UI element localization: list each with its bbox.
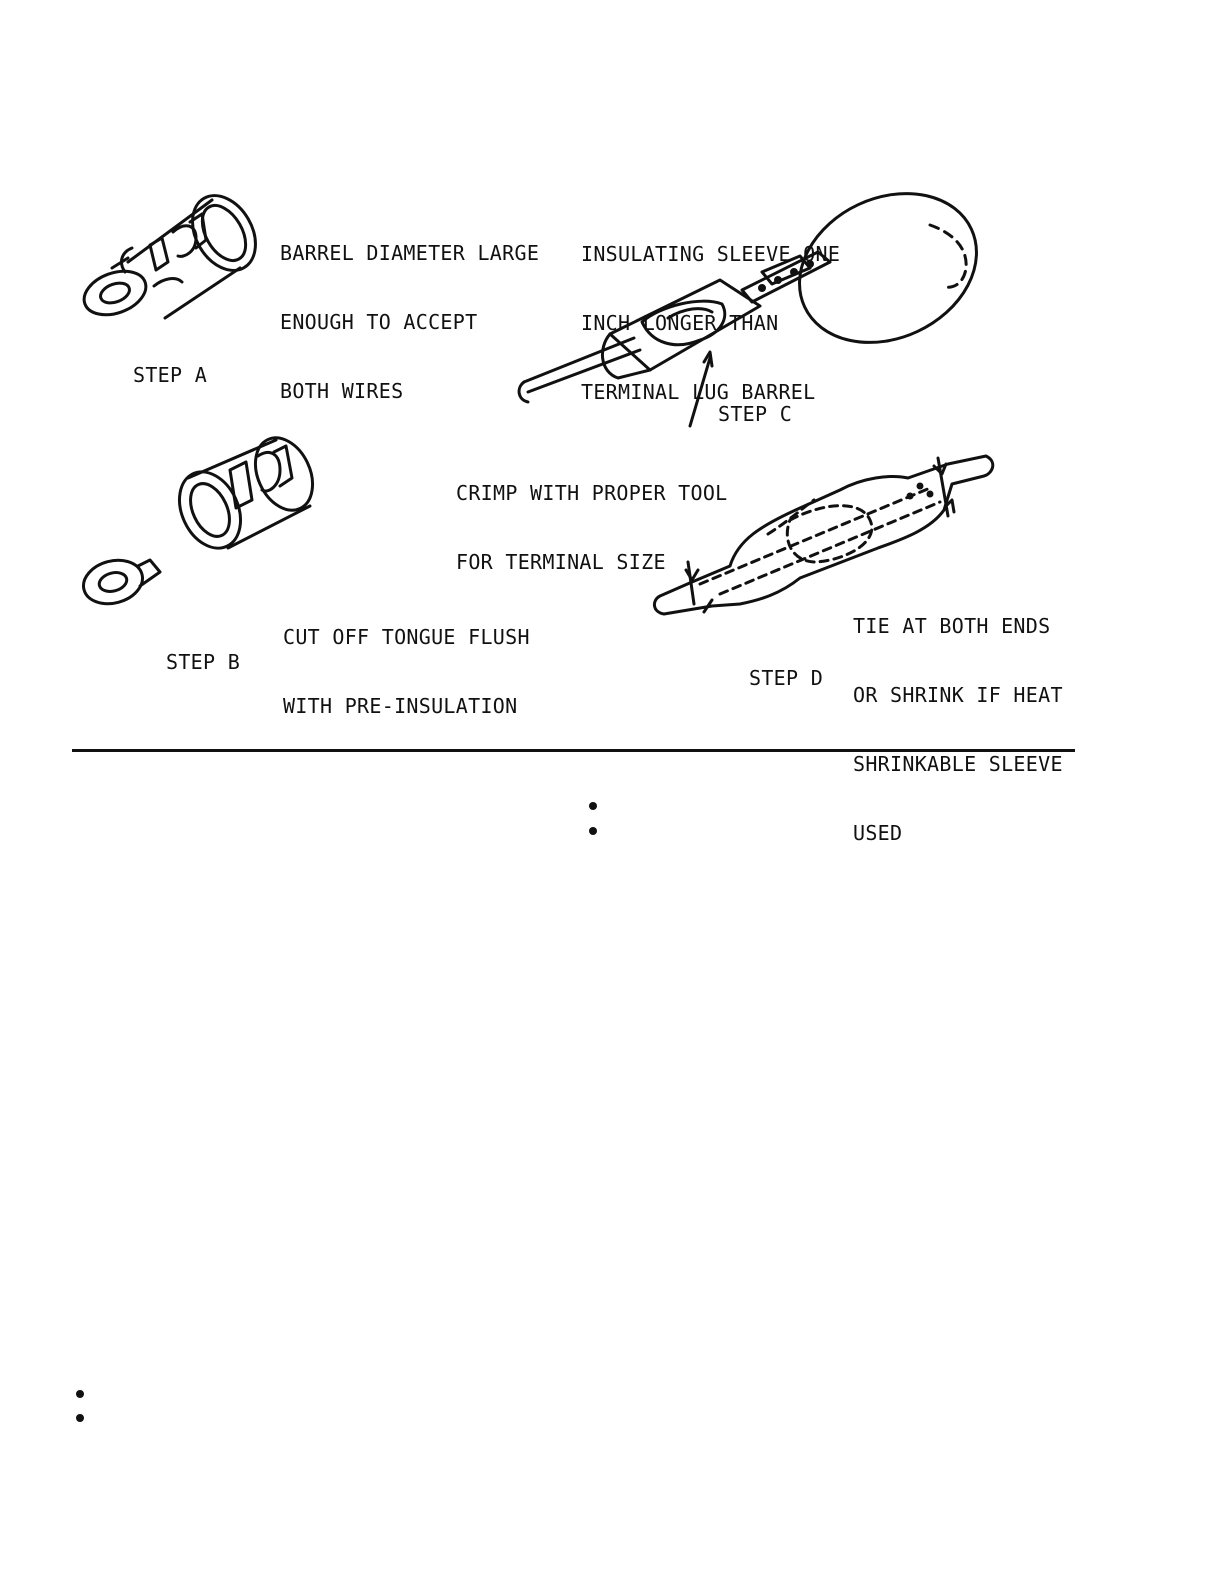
step-d-tie-callout: TIE AT BOTH ENDS OR SHRINK IF HEAT SHRINKABLE SLEEVE USED	[853, 614, 1063, 845]
step-a-label: STEP A	[133, 363, 208, 387]
step-b-label: STEP B	[166, 650, 241, 674]
step-c-sleeve-callout: INSULATING SLEEVE ONE INCH LONGER THAN TERMINAL LUG BARREL	[581, 242, 841, 404]
step-a-terminal-lug-drawing	[78, 184, 268, 322]
step-c-crimp-callout: CRIMP WITH PROPER TOOL FOR TERMINAL SIZE	[456, 481, 728, 574]
step-a-barrel-callout: BARREL DIAMETER LARGE ENOUGH TO ACCEPT BOTH WIRES	[280, 241, 540, 403]
step-b-tongue-callout: CUT OFF TONGUE FLUSH WITH PRE-INSULATION	[283, 625, 530, 718]
bullet-dot	[589, 802, 597, 810]
section-divider	[72, 749, 1075, 752]
bullet-dot	[76, 1390, 84, 1398]
step-c-label: STEP C	[718, 402, 793, 426]
bullet-dot	[76, 1414, 84, 1422]
step-d-label: STEP D	[749, 666, 824, 690]
bullet-dot	[589, 827, 597, 835]
